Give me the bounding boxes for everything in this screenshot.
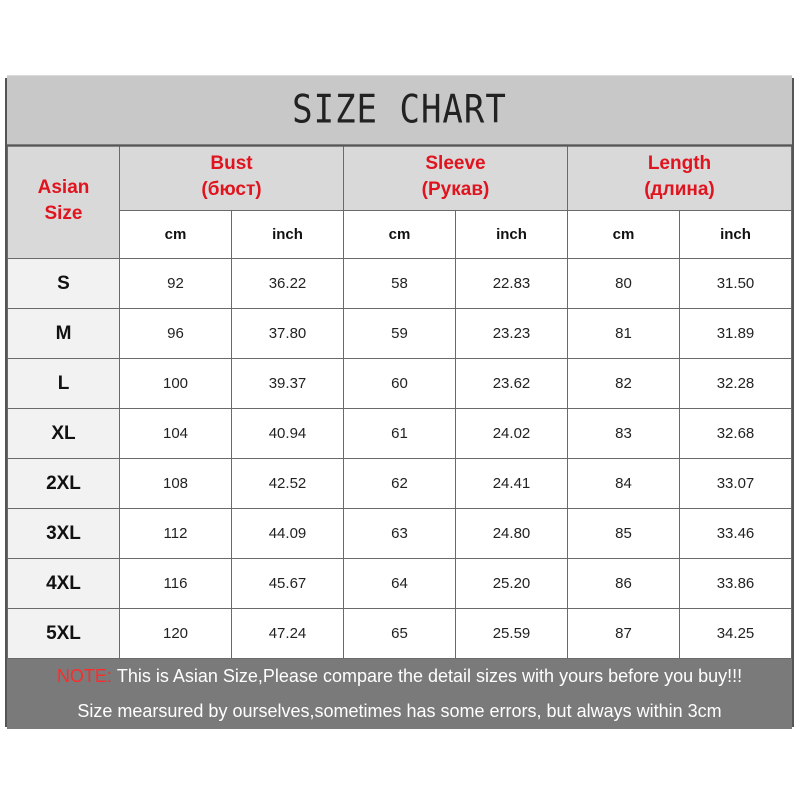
table-cell: 44.09	[232, 509, 344, 559]
table-cell: 104	[120, 409, 232, 459]
asian-size-header	[8, 143, 120, 259]
table-cell: 31.50	[680, 259, 792, 309]
table-cell: 86	[568, 559, 680, 609]
table-cell: 58	[344, 259, 456, 309]
table-cell: 65	[344, 609, 456, 659]
asian-size-label-line2: Size	[44, 202, 83, 224]
size-label: 2XL	[8, 459, 120, 509]
table-row	[8, 559, 792, 609]
unit-header: cm	[568, 211, 680, 259]
table-cell: 92	[120, 259, 232, 309]
table-cell: 47.24	[232, 609, 344, 659]
table-cell: 23.62	[456, 359, 568, 409]
table-row	[8, 409, 792, 459]
table-cell: 108	[120, 459, 232, 509]
table-cell: 33.86	[680, 559, 792, 609]
table-cell: 24.80	[456, 509, 568, 559]
size-rows	[8, 259, 792, 659]
size-label: 3XL	[8, 509, 120, 559]
table-cell: 32.28	[680, 359, 792, 409]
table-cell: 64	[344, 559, 456, 609]
unit-header: inch	[232, 211, 344, 259]
chart-title: SIZE CHART	[7, 75, 792, 146]
table-cell: 39.37	[232, 359, 344, 409]
table-cell: 36.22	[232, 259, 344, 309]
size-label: M	[8, 309, 120, 359]
table-cell: 59	[344, 309, 456, 359]
table-cell: 37.80	[232, 309, 344, 359]
table-row	[8, 459, 792, 509]
table-row	[8, 609, 792, 659]
table-cell: 82	[568, 359, 680, 409]
unit-header: cm	[120, 211, 232, 259]
unit-header: inch	[680, 211, 792, 259]
table-cell: 85	[568, 509, 680, 559]
bust-label: Bust	[210, 152, 253, 174]
table-cell: 25.20	[456, 559, 568, 609]
size-chart	[5, 78, 794, 727]
table-row	[8, 359, 792, 409]
table-row	[8, 509, 792, 559]
table-cell: 33.07	[680, 459, 792, 509]
table-cell: 63	[344, 509, 456, 559]
length-label: Length	[647, 152, 712, 174]
note-line-2: Size mearsured by ourselves,sometimes has some errors, but always within 3cm	[77, 701, 722, 721]
size-table	[7, 142, 792, 659]
table-cell: 42.52	[232, 459, 344, 509]
table-cell: 22.83	[456, 259, 568, 309]
table-cell: 120	[120, 609, 232, 659]
table-cell: 62	[344, 459, 456, 509]
unit-header: cm	[344, 211, 456, 259]
size-label: 4XL	[8, 559, 120, 609]
table-cell: 40.94	[232, 409, 344, 459]
table-cell: 25.59	[456, 609, 568, 659]
table-cell: 81	[568, 309, 680, 359]
length-translation: (длина)	[644, 178, 715, 200]
size-label: L	[8, 359, 120, 409]
table-cell: 87	[568, 609, 680, 659]
table-cell: 33.46	[680, 509, 792, 559]
size-label: S	[8, 259, 120, 309]
length-header	[568, 143, 792, 211]
table-cell: 31.89	[680, 309, 792, 359]
table-row	[8, 259, 792, 309]
note-prefix: NOTE:	[56, 666, 112, 686]
bust-translation: (бюст)	[201, 178, 262, 200]
sleeve-header	[344, 143, 568, 211]
size-label: XL	[8, 409, 120, 459]
table-cell: 116	[120, 559, 232, 609]
table-cell: 100	[120, 359, 232, 409]
asian-size-label-line1: Asian	[37, 176, 90, 198]
table-cell: 32.68	[680, 409, 792, 459]
table-cell: 83	[568, 409, 680, 459]
table-cell: 34.25	[680, 609, 792, 659]
size-label: 5XL	[8, 609, 120, 659]
table-row	[8, 309, 792, 359]
note-banner	[7, 659, 792, 729]
bust-header	[120, 143, 344, 211]
table-cell: 80	[568, 259, 680, 309]
table-cell: 24.41	[456, 459, 568, 509]
note-line-1	[7, 659, 792, 694]
table-cell: 23.23	[456, 309, 568, 359]
table-cell: 60	[344, 359, 456, 409]
sleeve-label: Sleeve	[425, 152, 486, 174]
table-cell: 112	[120, 509, 232, 559]
table-cell: 61	[344, 409, 456, 459]
table-cell: 24.02	[456, 409, 568, 459]
unit-header: inch	[456, 211, 568, 259]
note-text-1: This is Asian Size,Please compare the detail sizes with yours before you buy!!!	[116, 666, 743, 686]
table-cell: 84	[568, 459, 680, 509]
table-cell: 96	[120, 309, 232, 359]
sleeve-translation: (Рукав)	[421, 178, 490, 200]
table-cell: 45.67	[232, 559, 344, 609]
